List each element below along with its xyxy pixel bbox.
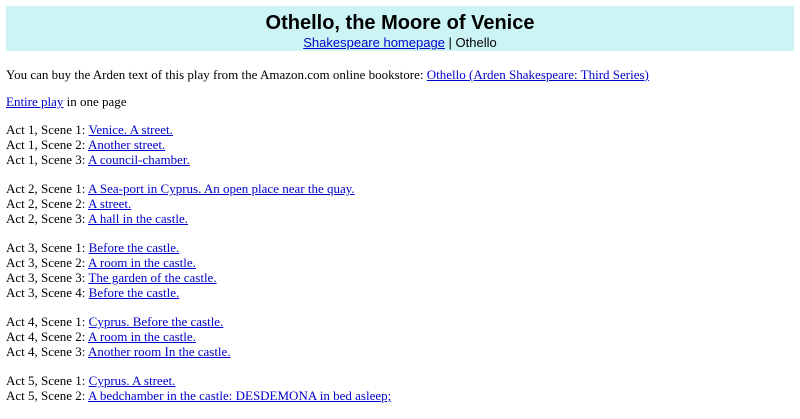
scene-row bbox=[6, 137, 165, 152]
scene-link[interactable]: A hall in the castle. bbox=[87, 211, 188, 226]
scene-link[interactable]: Cyprus. A street. bbox=[88, 373, 176, 388]
scene-row bbox=[6, 240, 179, 255]
scene-row bbox=[6, 314, 223, 329]
scene-link[interactable]: Another street. bbox=[87, 137, 166, 152]
scene-label: Act 3, Scene 1: bbox=[6, 240, 89, 255]
scene-row bbox=[6, 255, 196, 270]
entire-play-paragraph bbox=[6, 94, 127, 109]
scene-link[interactable]: A Sea-port in Cyprus. An open place near the quay. bbox=[87, 181, 355, 196]
scene-link[interactable]: A room in the castle. bbox=[87, 255, 196, 270]
scene-row bbox=[6, 122, 173, 137]
scene-link[interactable]: Another room In the castle. bbox=[87, 344, 231, 359]
scene-label: Act 4, Scene 2: bbox=[6, 329, 88, 344]
page-title: Othello, the Moore of Venice bbox=[265, 12, 535, 34]
buy-text: You can buy the Arden text of this play from the Amazon.com online bookstore: bbox=[6, 67, 427, 82]
entire-play-link[interactable]: Entire play bbox=[6, 94, 64, 109]
scene-link[interactable]: Before the castle. bbox=[88, 285, 180, 300]
scene-row bbox=[6, 285, 179, 300]
scene-row bbox=[6, 152, 190, 167]
arden-amazon-link[interactable]: Othello (Arden Shakespeare: Third Series) bbox=[426, 67, 649, 82]
scene-link[interactable]: A council-chamber. bbox=[87, 152, 190, 167]
scene-label: Act 2, Scene 2: bbox=[6, 196, 88, 211]
scene-label: Act 4, Scene 1: bbox=[6, 314, 89, 329]
scene-row bbox=[6, 211, 188, 226]
scene-label: Act 2, Scene 3: bbox=[6, 211, 88, 226]
scene-row bbox=[6, 373, 175, 388]
entire-play-text: in one page bbox=[63, 94, 127, 109]
scene-link[interactable]: The garden of the castle. bbox=[88, 270, 217, 285]
scene-label: Act 2, Scene 1: bbox=[6, 181, 88, 196]
scene-label: Act 1, Scene 2: bbox=[6, 137, 88, 152]
scene-link[interactable]: Cyprus. Before the castle. bbox=[88, 314, 224, 329]
scene-label: Act 5, Scene 2: bbox=[6, 388, 88, 403]
scene-label: Act 3, Scene 3: bbox=[6, 270, 89, 285]
page-header bbox=[6, 6, 794, 51]
breadcrumb-current: Othello bbox=[455, 35, 497, 50]
scene-row bbox=[6, 329, 196, 344]
scene-label: Act 1, Scene 3: bbox=[6, 152, 88, 167]
buy-paragraph bbox=[6, 67, 649, 82]
shakespeare-homepage-link[interactable]: Shakespeare homepage bbox=[303, 35, 445, 50]
breadcrumb-separator: | bbox=[444, 35, 456, 50]
scene-link[interactable]: A bedchamber in the castle: DESDEMONA in bed asleep; bbox=[87, 388, 392, 403]
scene-row bbox=[6, 388, 391, 403]
breadcrumb bbox=[6, 35, 794, 51]
scene-label: Act 3, Scene 4: bbox=[6, 285, 89, 300]
scene-link[interactable]: A room in the castle. bbox=[87, 329, 196, 344]
scene-label: Act 3, Scene 2: bbox=[6, 255, 88, 270]
scene-label: Act 1, Scene 1: bbox=[6, 122, 89, 137]
scene-row bbox=[6, 344, 231, 359]
scene-label: Act 4, Scene 3: bbox=[6, 344, 88, 359]
scene-label: Act 5, Scene 1: bbox=[6, 373, 89, 388]
scene-link[interactable]: A street. bbox=[87, 196, 132, 211]
scene-row bbox=[6, 270, 217, 285]
scene-link[interactable]: Before the castle. bbox=[88, 240, 180, 255]
scene-row bbox=[6, 181, 355, 196]
scene-row bbox=[6, 196, 131, 211]
scene-link[interactable]: Venice. A street. bbox=[88, 122, 173, 137]
